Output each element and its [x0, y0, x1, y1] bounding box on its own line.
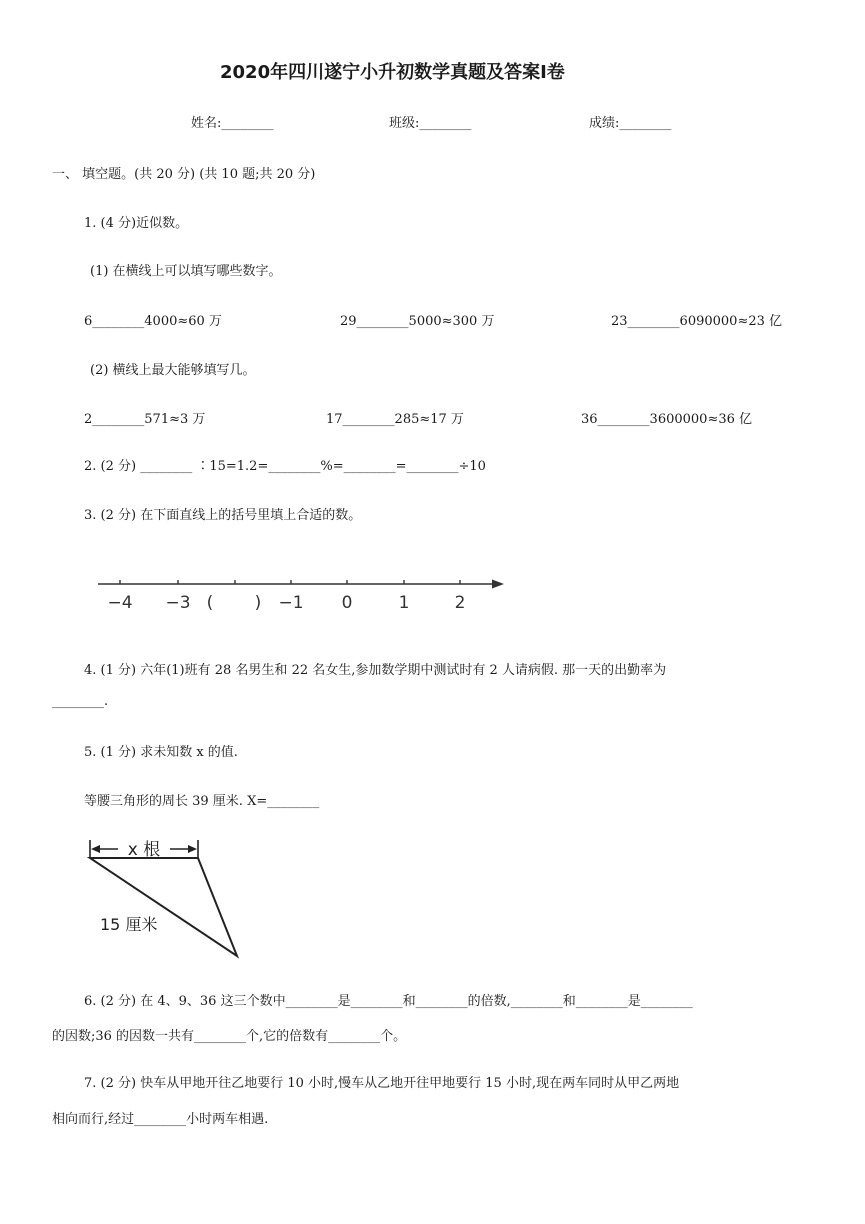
name-field: 姓名:________ — [191, 116, 274, 131]
question-4-line-2: ________. — [52, 694, 109, 709]
label-2: 2 — [454, 593, 466, 613]
label-open-paren: ( — [206, 593, 214, 613]
question-5-text: 等腰三角形的周长 39 厘米. X=________ — [84, 794, 320, 809]
label-close-paren: ) — [254, 593, 262, 613]
number-line-figure — [90, 570, 510, 618]
top-side-label: x 根 — [127, 840, 161, 860]
question-3: 3. (2 分) 在下面直线上的括号里填上合适的数。 — [84, 508, 362, 523]
label-minus-4: −4 — [107, 593, 133, 613]
question-2: 2. (2 分) ________ ∶15=1.2=________%=________=________÷10 — [84, 459, 486, 474]
question-6-line-2: 的因数;36 的因数一共有________个,它的倍数有________个。 — [52, 1029, 407, 1044]
q1-row2-item-3: 36________3600000≈36 亿 — [581, 412, 753, 427]
question-4-line-1: 4. (1 分) 六年(1)班有 28 名男生和 22 名女生,参加数学期中测试时有 2 人请病假. 那一天的出勤率为 — [84, 663, 667, 678]
dimension-arrow-left — [91, 845, 100, 853]
label-minus-1: −1 — [278, 593, 304, 613]
triangle-figure — [80, 830, 260, 962]
question-6-line-1: 6. (2 分) 在 4、9、36 这三个数中________是________和________的倍数,________和________是________ — [84, 994, 693, 1009]
label-1: 1 — [398, 593, 410, 613]
q1-row2-item-2: 17________285≈17 万 — [326, 412, 464, 427]
score-field: 成绩:________ — [589, 116, 672, 131]
question-1-sub1: (1) 在横线上可以填写哪些数字。 — [90, 264, 282, 279]
question-7-line-2: 相向而行,经过________小时两车相遇. — [52, 1112, 269, 1127]
section-heading: 一、 填空题。(共 20 分) (共 10 题;共 20 分) — [52, 167, 316, 182]
page-title: 2020年四川遂宁小升初数学真题及答案Ⅰ卷 — [220, 62, 565, 83]
class-field: 班级:________ — [389, 116, 472, 131]
label-minus-3: −3 — [165, 593, 191, 613]
question-5-title: 5. (1 分) 求未知数 x 的值. — [84, 745, 238, 760]
question-1-sub2: (2) 横线上最大能够填写几。 — [90, 363, 256, 378]
label-0: 0 — [341, 593, 353, 613]
q1-row2-item-1: 2________571≈3 万 — [84, 412, 206, 427]
triangle-outline — [90, 858, 237, 956]
q1-row1-item-3: 23________6090000≈23 亿 — [611, 314, 783, 329]
question-1-title: 1. (4 分)近似数。 — [84, 216, 189, 231]
dimension-arrow-right — [188, 845, 197, 853]
number-line-arrow — [492, 580, 504, 589]
q1-row1-item-2: 29________5000≈300 万 — [340, 314, 495, 329]
question-7-line-1: 7. (2 分) 快车从甲地开往乙地要行 10 小时,慢车从乙地开往甲地要行 15 小时,现在两车同时从甲乙两地 — [84, 1076, 680, 1091]
q1-row1-item-1: 6________4000≈60 万 — [84, 314, 222, 329]
side-length-label: 15 厘米 — [100, 915, 158, 934]
